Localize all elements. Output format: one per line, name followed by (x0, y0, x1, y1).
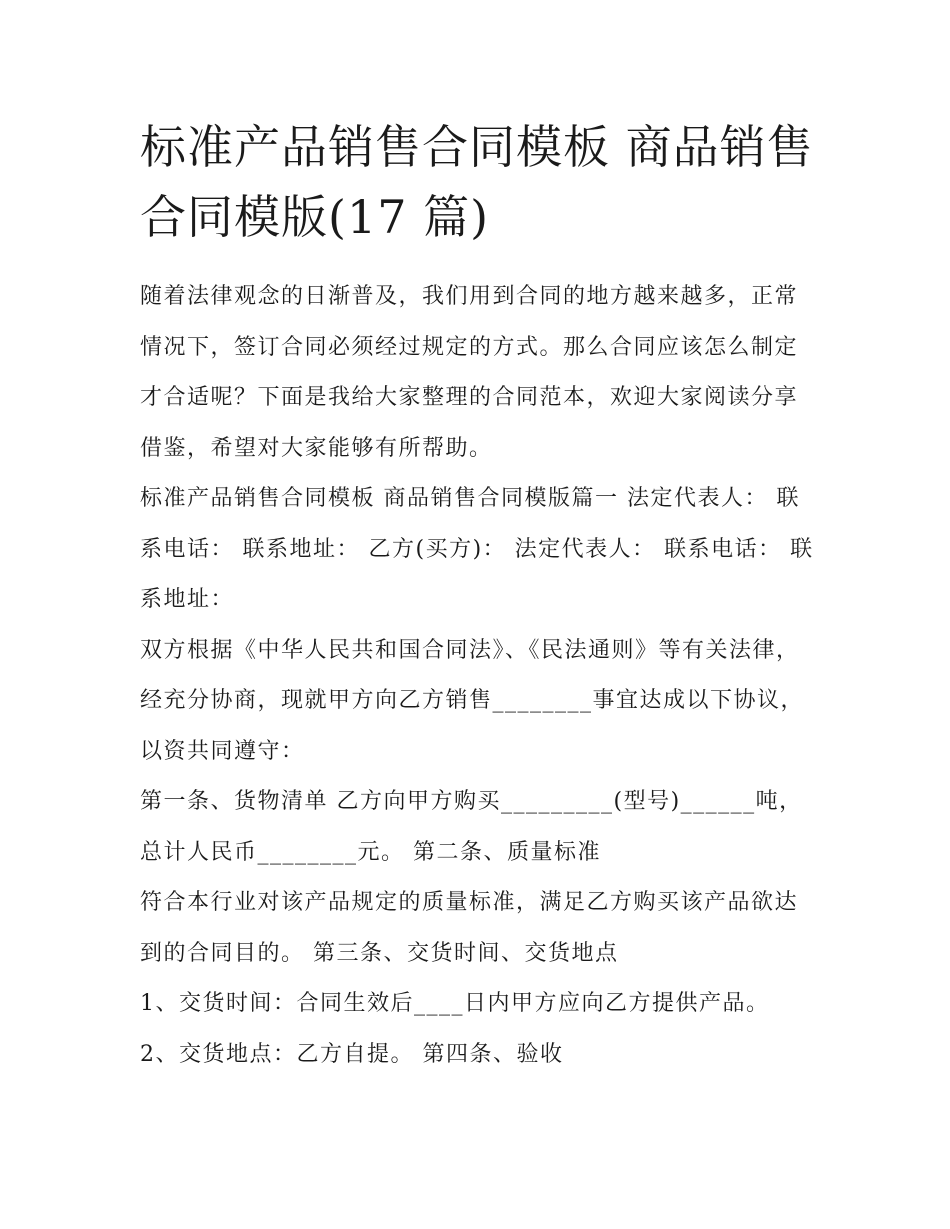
document-title: 标准产品销售合同模板 商品销售合同模版(17 篇) (140, 120, 814, 244)
paragraph-article-1: 第一条、货物清单 乙方向甲方购买_________(型号)______吨，总计人民币________元。 第二条、质量标准 (140, 789, 803, 865)
paragraph-article-2: 符合本行业对该产品规定的质量标准，满足乙方购买该产品欲达到的合同目的。 第三条、交货时间、交货地点 (140, 890, 799, 966)
paragraph-parties: 标准产品销售合同模板 商品销售合同模版篇一 法定代表人： 联系电话： 联系地址： 乙方(买方)： 法定代表人： 联系电话： 联系地址： (140, 486, 814, 612)
paragraph-basis: 双方根据《中华人民共和国合同法》、《民法通则》等有关法律，经充分协商，现就甲方向乙方销售________事宜达成以下协议，以资共同遵守： (140, 637, 805, 764)
paragraph-delivery-place: 2、交货地点：乙方自提。 第四条、验收 (140, 1041, 564, 1067)
paragraph-delivery-time: 1、交货时间：合同生效后____日内甲方应向乙方提供产品。 (140, 991, 770, 1016)
document-page (140, 112, 820, 1080)
paragraph-intro: 随着法律观念的日渐普及，我们用到合同的地方越来越多，正常情况下，签订合同必须经过规定的方式。那么合同应该怎么制定才合适呢？下面是我给大家整理的合同范本，欢迎大家阅读分享借鉴，希望对大家能够有所帮助。 (140, 284, 799, 461)
